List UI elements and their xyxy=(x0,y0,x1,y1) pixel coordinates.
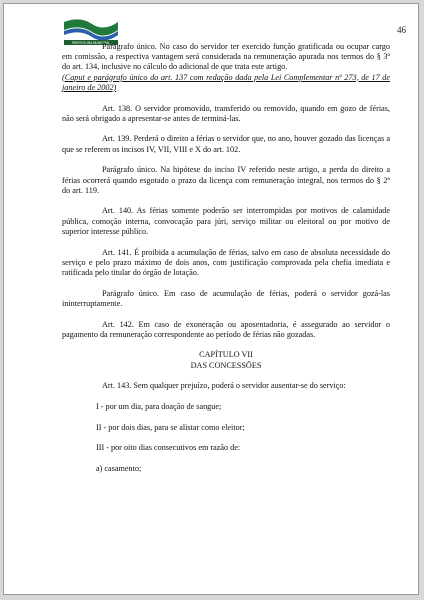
article-142: Art. 142. Em caso de exoneração ou aposentadoria, é assegurado ao servidor o pagamento da remuneração correspondente ao período de férias não gozadas. xyxy=(62,319,390,339)
item-ii: II - por dois dias, para se alistar como eleitor; xyxy=(96,422,245,432)
logo-text: PREFEITURA MUNICIPAL xyxy=(71,41,111,46)
page-number: 46 xyxy=(397,25,406,35)
article-138: Art. 138. O servidor promovido, transferido ou removido, quando em gozo de férias, não será obrigado a apresentar-se antes de terminá-las. xyxy=(62,103,390,123)
chapter-title: CAPÍTULO VII xyxy=(199,350,253,360)
paragraph-unico-139: Parágrafo único. Na hipótese do inciso IV referido neste artigo, a perda do direito a férias ocorrerá quando esgotado o prazo da licença com remuneração integral, nos termos do § 2º do art. 119. xyxy=(62,165,390,195)
document-body xyxy=(62,42,390,474)
paragraph-unico-137: Parágrafo único. No caso do servidor ter exercido função gratificada ou ocupar cargo em comissão, a respectiva vantagem será considerada na remuneração apurada nos termos do § 3º do art. 134, inclusive no cálculo do adicional de que trata este artigo. xyxy=(62,42,390,72)
document-page xyxy=(3,3,419,595)
article-141: Art. 141. É proibida a acumulação de férias, salvo em caso de absoluta necessidade do serviço e pelo prazo máximo de dois anos, com justificação comprovada pela chefia imediata e ratificada pelo titular do órgão de lotação. xyxy=(62,247,390,277)
item-i: I - por um dia, para doação de sangue; xyxy=(96,402,222,412)
item-iii: III - por oito dias consecutivos em razão de: xyxy=(96,443,241,453)
item-a: a) casamento; xyxy=(96,464,142,474)
article-143: Art. 143. Sem qualquer prejuízo, poderá o servidor ausentar-se do serviço: xyxy=(102,381,346,391)
legal-note: (Caput e parágrafo único do art. 137 com redação dada pela Lei Complementar nº 273, de 17 de janeiro de 2002) xyxy=(62,72,390,92)
chapter-subtitle: DAS CONCESSÕES xyxy=(190,360,262,370)
paragraph-unico-141: Parágrafo único. Em caso de acumulação de férias, poderá o servidor gozá-las ininterruptamente. xyxy=(62,288,390,308)
article-139: Art. 139. Perderá o direito a férias o servidor que, no ano, houver gozado das licenças a que se referem os incisos IV, VII, VIII e X do art. 102. xyxy=(62,134,390,154)
article-140: Art. 140. As férias somente poderão ser interrompidas por motivos de calamidade pública, comoção interna, convocação para júri, serviço militar ou eleitoral ou por motivo de superior interesse público. xyxy=(62,206,390,236)
